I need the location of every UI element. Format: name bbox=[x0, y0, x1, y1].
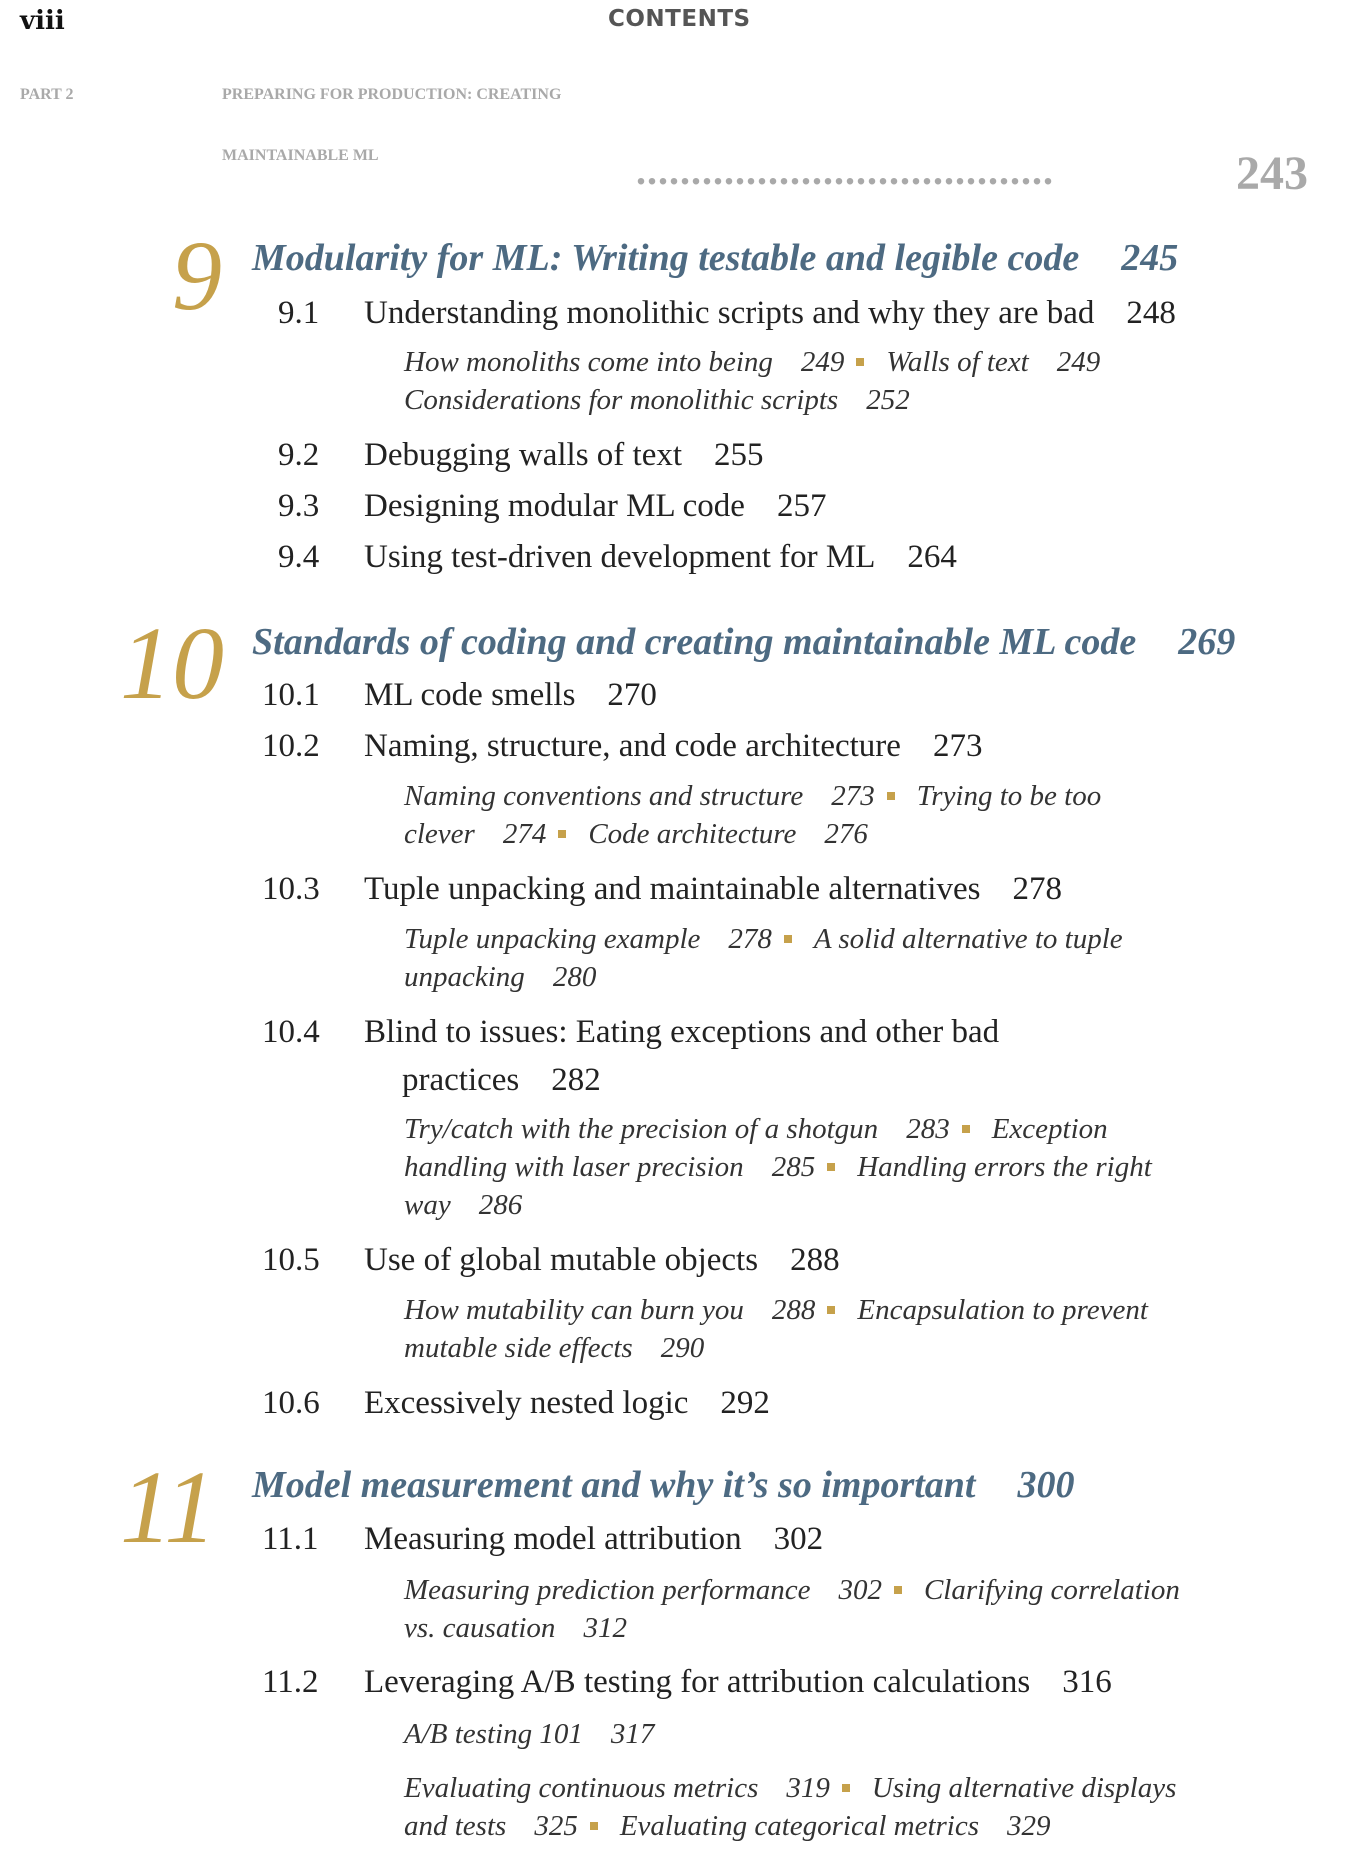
section-page: 248 bbox=[1126, 295, 1176, 331]
subsection-line bbox=[404, 1151, 1152, 1184]
section-number: 10.2 bbox=[262, 728, 320, 764]
subsection-page: 280 bbox=[552, 961, 597, 993]
subsection-line bbox=[404, 1189, 522, 1222]
subsection-title[interactable]: Evaluating categorical metrics bbox=[619, 1810, 980, 1842]
section-number: 9.2 bbox=[278, 437, 320, 473]
subsection-title[interactable]: clever bbox=[404, 818, 475, 850]
subsection-page: 285 bbox=[771, 1151, 816, 1183]
section-number: 9.3 bbox=[278, 488, 320, 524]
section-title-text: practices bbox=[402, 1062, 520, 1098]
section-title[interactable] bbox=[364, 1385, 770, 1422]
subsection-title[interactable]: Try/catch with the precision of a shotgun bbox=[404, 1113, 879, 1145]
subsection-title[interactable]: unpacking bbox=[404, 961, 525, 993]
subsection-page: 288 bbox=[771, 1294, 816, 1326]
section-title[interactable] bbox=[364, 437, 764, 474]
chapter-number: 11 bbox=[120, 1450, 217, 1565]
subsection-line bbox=[404, 961, 596, 994]
section-title-text: Understanding monolithic scripts and why they are bad bbox=[364, 295, 1095, 331]
chapter-title[interactable] bbox=[252, 236, 1178, 280]
subsection-title[interactable]: way bbox=[404, 1189, 451, 1221]
subsection-title[interactable]: Encapsulation to prevent bbox=[857, 1294, 1148, 1326]
subsection-page: 249 bbox=[800, 346, 845, 378]
section-title[interactable] bbox=[364, 677, 657, 714]
section-title-text: Blind to issues: Eating exceptions and other bad bbox=[364, 1014, 1000, 1050]
bullet-separator bbox=[894, 1586, 902, 1594]
bullet-separator bbox=[827, 1306, 835, 1314]
subsection-title[interactable]: Trying to be too bbox=[916, 780, 1102, 812]
subsection-line bbox=[404, 818, 868, 851]
subsection-title[interactable]: Clarifying correlation bbox=[923, 1574, 1180, 1606]
subsection-line bbox=[404, 1574, 1180, 1607]
subsection-page: 329 bbox=[1007, 1810, 1051, 1842]
section-title-text: Debugging walls of text bbox=[364, 437, 683, 473]
section-page: 292 bbox=[720, 1385, 770, 1421]
chapter-page: 245 bbox=[1121, 237, 1179, 279]
section-title[interactable] bbox=[364, 1242, 840, 1279]
section-title-text: Excessively nested logic bbox=[364, 1385, 689, 1421]
bullet-separator bbox=[827, 1163, 835, 1171]
subsection-page: 276 bbox=[824, 818, 868, 850]
section-title-text: Tuple unpacking and maintainable alternatives bbox=[364, 871, 981, 907]
section-title[interactable] bbox=[364, 1521, 823, 1558]
subsection-page: 312 bbox=[583, 1612, 627, 1644]
bullet-separator bbox=[558, 830, 566, 838]
subsection-title[interactable]: Exception bbox=[991, 1113, 1108, 1145]
section-number: 10.3 bbox=[262, 871, 320, 907]
section-page: 278 bbox=[1012, 871, 1062, 907]
subsection-line bbox=[404, 780, 1101, 813]
subsection-line bbox=[404, 346, 1100, 379]
subsection-page: 286 bbox=[478, 1189, 523, 1221]
subsection-title[interactable]: vs. causation bbox=[404, 1612, 556, 1644]
subsection-title[interactable]: Measuring prediction performance bbox=[404, 1574, 811, 1606]
section-number: 10.5 bbox=[262, 1242, 320, 1278]
section-number: 10.6 bbox=[262, 1385, 320, 1421]
subsection-page: 290 bbox=[660, 1332, 705, 1364]
chapter-title-text: Model measurement and why it’s so important bbox=[252, 1464, 976, 1506]
section-page: 257 bbox=[776, 488, 827, 524]
subsection-title[interactable]: mutable side effects bbox=[404, 1332, 633, 1364]
bullet-separator bbox=[784, 935, 792, 943]
subsection-title[interactable]: Code architecture bbox=[588, 818, 797, 850]
subsection-title[interactable]: Tuple unpacking example bbox=[404, 923, 701, 955]
section-title-continued[interactable] bbox=[402, 1062, 601, 1099]
subsection-line bbox=[404, 384, 910, 417]
subsection-line bbox=[404, 1612, 627, 1645]
subsection-title[interactable]: Naming conventions and structure bbox=[404, 780, 804, 812]
part-page: 243 bbox=[1236, 147, 1308, 200]
section-title-text: Use of global mutable objects bbox=[364, 1242, 759, 1278]
subsection-title[interactable]: Considerations for monolithic scripts bbox=[404, 384, 839, 416]
section-number: 10.4 bbox=[262, 1014, 320, 1050]
section-title-text: Leveraging A/B testing for attribution calculations bbox=[364, 1664, 1031, 1700]
subsection-line bbox=[404, 1332, 704, 1365]
subsection-title[interactable]: Handling errors the right bbox=[857, 1151, 1152, 1183]
chapter-title-text: Standards of coding and creating maintainable ML code bbox=[252, 621, 1137, 663]
chapter-title[interactable] bbox=[252, 1463, 1074, 1507]
section-page: 264 bbox=[907, 539, 957, 575]
subsection-page: 302 bbox=[838, 1574, 882, 1606]
subsection-page: 252 bbox=[866, 384, 910, 416]
section-number: 11.1 bbox=[262, 1521, 319, 1557]
subsection-line bbox=[404, 1113, 1108, 1146]
subsection-line bbox=[404, 1294, 1148, 1327]
section-page: 282 bbox=[551, 1062, 601, 1098]
section-page: 255 bbox=[714, 437, 764, 473]
subsection-line bbox=[404, 1772, 1176, 1805]
subsection-line bbox=[404, 923, 1123, 956]
subsection-page: 278 bbox=[728, 923, 772, 955]
subsection-page: 317 bbox=[610, 1718, 655, 1750]
section-title-text: Naming, structure, and code architecture bbox=[364, 728, 901, 764]
section-title-text: ML code smells bbox=[364, 677, 576, 713]
section-title[interactable] bbox=[364, 488, 826, 525]
section-title[interactable] bbox=[364, 1014, 999, 1051]
bullet-separator bbox=[887, 792, 895, 800]
subsection-title[interactable]: Using alternative displays bbox=[871, 1772, 1177, 1804]
bullet-separator bbox=[962, 1125, 970, 1133]
section-number: 11.2 bbox=[262, 1664, 319, 1700]
section-number: 10.1 bbox=[262, 677, 320, 713]
subsection-page: 273 bbox=[831, 780, 875, 812]
subsection-title[interactable]: How mutability can burn you bbox=[404, 1294, 744, 1326]
section-page: 273 bbox=[932, 728, 983, 764]
section-number: 9.4 bbox=[278, 539, 320, 575]
section-title[interactable] bbox=[364, 295, 1176, 332]
running-header: CONTENTS bbox=[608, 6, 751, 32]
subsection-title[interactable]: How monoliths come into being bbox=[404, 346, 773, 378]
part-title-line2: MAINTAINABLE ML bbox=[222, 147, 379, 164]
section-title-text: Designing modular ML code bbox=[364, 488, 745, 524]
chapter-title[interactable] bbox=[252, 620, 1235, 664]
subsection-line bbox=[404, 1810, 1051, 1843]
subsection-line bbox=[404, 1718, 654, 1751]
chapter-title-text: Modularity for ML: Writing testable and legible code bbox=[252, 237, 1080, 279]
part-title-line1: PREPARING FOR PRODUCTION: CREATING bbox=[222, 86, 562, 103]
chapter-page: 300 bbox=[1017, 1464, 1075, 1506]
section-title[interactable] bbox=[364, 539, 957, 576]
subsection-title[interactable]: handling with laser precision bbox=[404, 1151, 744, 1183]
subsection-page: 249 bbox=[1056, 346, 1101, 378]
section-title[interactable] bbox=[364, 871, 1062, 908]
subsection-page: 319 bbox=[786, 1772, 830, 1804]
subsection-title[interactable]: A solid alternative to tuple bbox=[813, 923, 1123, 955]
part-label: PART 2 bbox=[20, 86, 74, 103]
section-title-text: Measuring model attribution bbox=[364, 1521, 742, 1557]
chapter-page: 269 bbox=[1178, 621, 1236, 663]
subsection-page: 283 bbox=[906, 1113, 950, 1145]
section-page: 316 bbox=[1062, 1664, 1112, 1700]
subsection-title[interactable]: Evaluating continuous metrics bbox=[404, 1772, 759, 1804]
subsection-title[interactable]: and tests bbox=[404, 1810, 507, 1842]
section-page: 288 bbox=[790, 1242, 840, 1278]
section-page: 302 bbox=[773, 1521, 824, 1557]
chapter-number: 10 bbox=[120, 606, 224, 721]
section-page: 270 bbox=[607, 677, 657, 713]
bullet-separator bbox=[842, 1784, 850, 1792]
section-title[interactable] bbox=[364, 1664, 1112, 1701]
subsection-page: 274 bbox=[502, 818, 547, 850]
section-number: 9.1 bbox=[278, 295, 320, 331]
part-leader-dots: ...................................... bbox=[636, 148, 1054, 193]
bullet-separator bbox=[856, 358, 864, 366]
subsection-page: 325 bbox=[534, 1810, 578, 1842]
section-title[interactable] bbox=[364, 728, 982, 765]
subsection-title[interactable]: A/B testing 101 bbox=[404, 1718, 583, 1750]
section-entry[interactable] bbox=[278, 295, 319, 332]
page-number: viii bbox=[20, 6, 65, 36]
bullet-separator bbox=[590, 1822, 598, 1830]
subsection-title[interactable]: Walls of text bbox=[886, 346, 1029, 378]
chapter-number: 9 bbox=[172, 220, 222, 331]
section-title-text: Using test-driven development for ML bbox=[364, 539, 876, 575]
